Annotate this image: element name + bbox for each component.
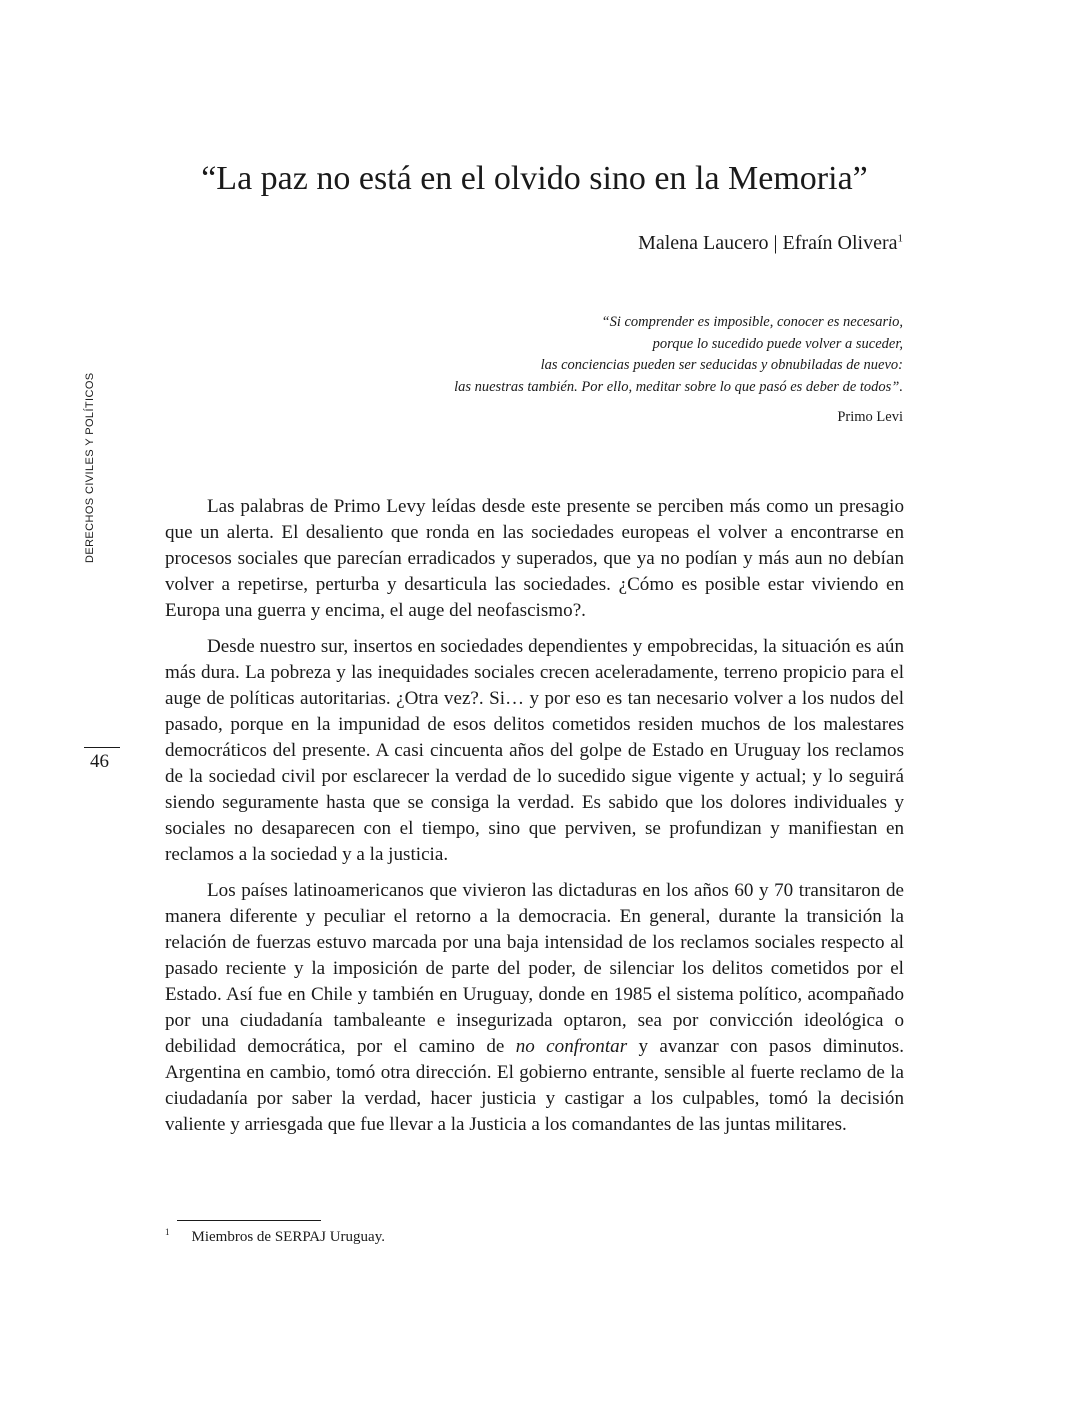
- page-number-rule: [84, 747, 120, 748]
- body-paragraph: [165, 878, 904, 1138]
- footnote-text: Miembros de SERPAJ Uruguay.: [191, 1229, 385, 1245]
- epigraph-line: las nuestras también. Por ello, meditar sobre lo que pasó es deber de todos”.: [454, 378, 903, 395]
- epigraph-quote: [343, 312, 903, 398]
- page-number: 46: [90, 751, 109, 772]
- emphasized-text: no confrontar: [515, 1036, 628, 1057]
- article-authors: [638, 232, 903, 255]
- epigraph-line: porque lo sucedido puede volver a suceder,: [652, 335, 903, 352]
- paragraph-text: y avanzar con pasos diminutos. Argentina en cambio, tomó otra dirección. El gobierno entrante, sensible al fuerte reclamo de la ciudadanía por saber la verdad, hacer justicia y castigar a los culpables, tomó la decisión valiente y arriesgada que fue llevar a la Justicia a los comandantes de las juntas militares.: [165, 1036, 904, 1135]
- footnote-rule: [177, 1220, 321, 1221]
- article-body: [165, 494, 904, 1148]
- epigraph-line: las conciencias pueden ser seducidas y obnubiladas de nuevo:: [540, 357, 903, 373]
- section-label: DERECHOS CIVILES Y POLÍTICOS: [84, 372, 96, 563]
- authors-names: Malena Laucero | Efraín Olivera: [638, 232, 898, 254]
- body-paragraph: Desde nuestro sur, insertos en sociedades dependientes y empobrecidas, la situación es aún más dura. La pobreza y las inequidades sociales crecen aceleradamente, terreno propicio para el auge de políticas autoritarias. ¿Otra vez?. Si… y por eso es tan necesario volver a los nudos del pasado, porque en la impunidad de esos delitos cometidos residen muchos de los malestares democráticos del presente. A casi cincuenta años del golpe de Estado en Uruguay los reclamos de la sociedad civil por esclarecer la verdad de lo sucedido sigue vigente y actual; y lo seguirá siendo seguramente hasta que se consiga la verdad. Es sabido que los dolores individuales y sociales no desaparecen con el tiempo, sino que perviven, se profundizan y manifiestan en reclamos a la sociedad y a la justicia.: [165, 636, 904, 865]
- body-paragraph: Las palabras de Primo Levy leídas desde este presente se perciben más como un presagio que un alerta. El desaliento que ronda en las sociedades europeas el volver a encontrarse en procesos sociales que parecían erradicados y superados, que ya no podían y más aun no debían volver a repetirse, perturba y desarticula las sociedades. ¿Cómo es posible estar viviendo en Europa una guerra y encima, el auge del neofascismo?.: [165, 496, 904, 621]
- authors-footnote-ref: 1: [897, 232, 903, 245]
- footnote: [165, 1227, 385, 1246]
- article-title: “La paz no está en el olvido sino en la Memoria”: [201, 160, 868, 197]
- paragraph-text: Los países latinoamericanos que vivieron las dictaduras en los años 60 y 70 transitaron de manera diferente y peculiar el retorno a la democracia. En general, durante la transición la relación de fuerzas estuvo marcada por una baja intensidad de los reclamos sociales respecto al pasado reciente y la imposición de parte del poder, de silenciar los delitos cometidos por el Estado. Así fue en Chile y también en Uruguay, donde en 1985 el sistema político, acompañado por una ciudadanía tambaleante e insegurizada optaron, sea por convicción ideológica o debilidad democrática, por el camino de: [165, 880, 904, 1057]
- epigraph-author: Primo Levi: [837, 409, 903, 425]
- footnote-number: 1: [165, 1227, 170, 1237]
- epigraph-line: “Si comprender es imposible, conocer es necesario,: [601, 314, 903, 330]
